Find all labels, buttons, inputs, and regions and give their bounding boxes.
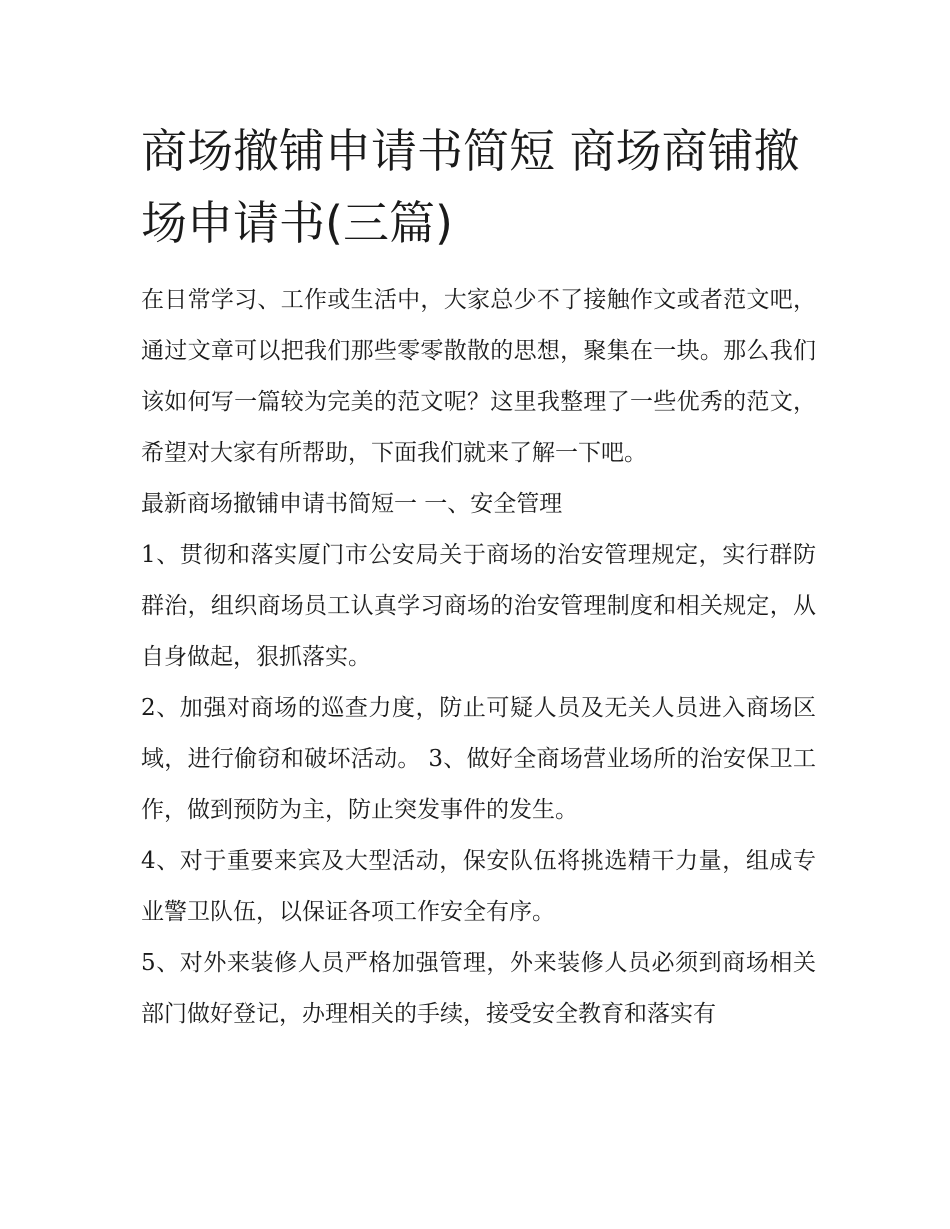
section-heading: 最新商场撤铺申请书简短一 一、安全管理 (141, 491, 563, 517)
list-item-1: 1、贯彻和落实厦门市公安局关于商场的治安管理规定，实行群防群治，组织商场员工认真学习商场的治安管理制度和相关规定，从自身做起，狠抓落实。 (141, 542, 816, 670)
document-title: 商场撤铺申请书简短 商场商铺撤场申请书(三篇) (141, 124, 800, 250)
list-item-4: 4、对于重要来宾及大型活动，保安队伍将挑选精干力量，组成专业警卫队伍，以保证各项工作安全有序。 (141, 848, 816, 925)
document-body (141, 275, 816, 1040)
paragraph-intro: 在日常学习、工作或生活中，大家总少不了接触作文或者范文吧，通过文章可以把我们那些零零散散的思想，聚集在一块。那么我们该如何写一篇较为完美的范文呢？这里我整理了一些优秀的范文，希望对大家有所帮助，下面我们就来了解一下吧。 (141, 287, 816, 466)
list-item-5: 5、对外来装修人员严格加强管理，外来装修人员必须到商场相关部门做好登记，办理相关的手续，接受安全教育和落实有 (141, 950, 816, 1027)
list-item-2: 2、加强对商场的巡查力度，防止可疑人员及无关人员进入商场区域，进行偷窃和破坏活动。 3、做好全商场营业场所的治安保卫工作，做到预防为主，防止突发事件的发生。 (141, 695, 816, 823)
